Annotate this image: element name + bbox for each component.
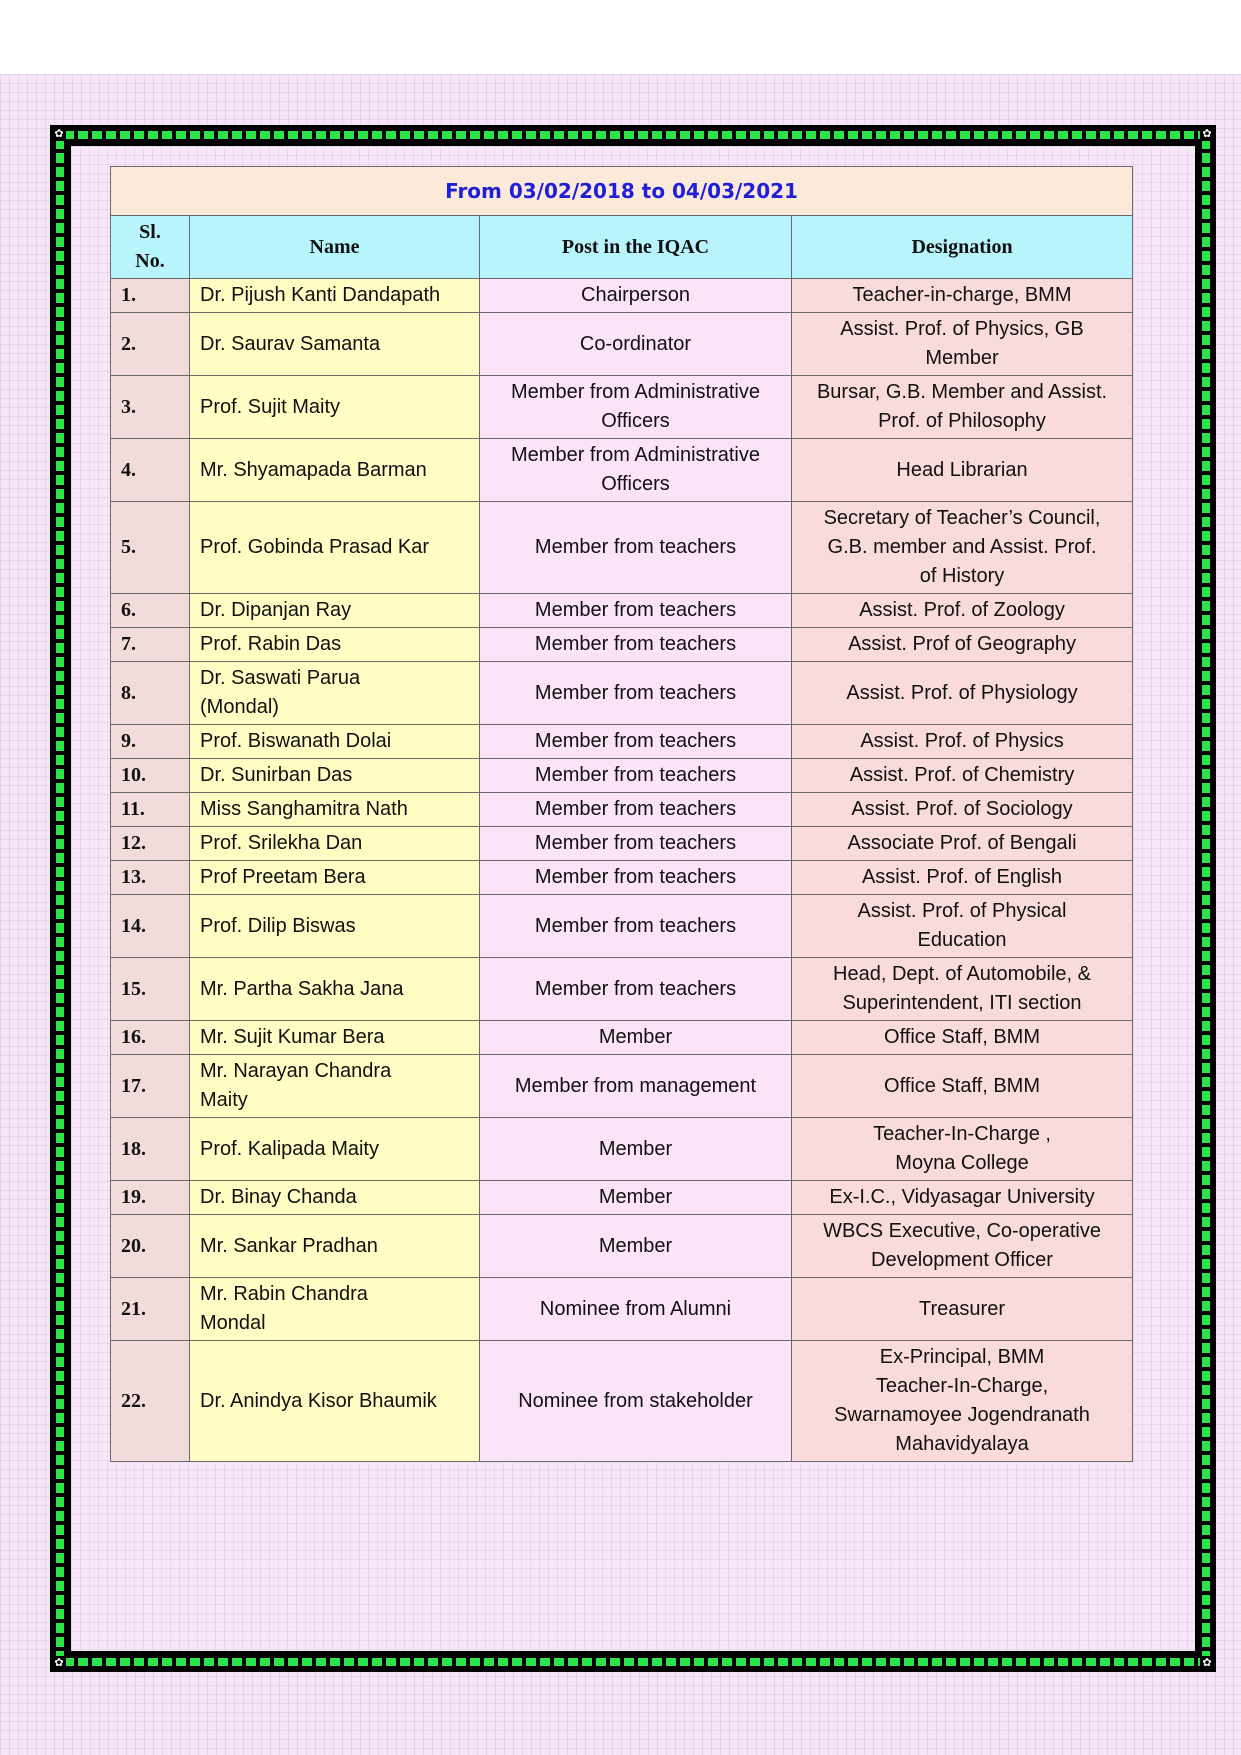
border-top bbox=[64, 131, 1202, 139]
corner-flower-icon: ✿ bbox=[1200, 127, 1214, 141]
cell-sl-no: 16. bbox=[111, 1021, 190, 1055]
column-header-post: Post in the IQAC bbox=[480, 216, 792, 279]
cell-designation: Head, Dept. of Automobile, & Superintendent, ITI section bbox=[792, 958, 1133, 1021]
cell-sl-no: 19. bbox=[111, 1181, 190, 1215]
table-row bbox=[111, 861, 1133, 895]
cell-name: Dr. Sunirban Das bbox=[190, 759, 480, 793]
cell-sl-no: 14. bbox=[111, 895, 190, 958]
cell-designation: Treasurer bbox=[792, 1278, 1133, 1341]
cell-post: Member from teachers bbox=[480, 958, 792, 1021]
cell-name: Dr. Pijush Kanti Dandapath bbox=[190, 279, 480, 313]
cell-post: Member from teachers bbox=[480, 502, 792, 594]
cell-sl-no: 4. bbox=[111, 439, 190, 502]
cell-designation: Assist. Prof. of Physics bbox=[792, 725, 1133, 759]
cell-name: Prof. Rabin Das bbox=[190, 628, 480, 662]
table-row bbox=[111, 313, 1133, 376]
cell-designation: Assist. Prof. of Physical Education bbox=[792, 895, 1133, 958]
cell-name: Prof. Biswanath Dolai bbox=[190, 725, 480, 759]
table-header-row bbox=[111, 216, 1133, 279]
cell-post: Member bbox=[480, 1215, 792, 1278]
table-heading: From 03/02/2018 to 04/03/2021 bbox=[111, 167, 1133, 216]
cell-sl-no: 6. bbox=[111, 594, 190, 628]
cell-designation: Ex-Principal, BMM Teacher-In-Charge, Swarnamoyee Jogendranath Mahavidyalaya bbox=[792, 1341, 1133, 1462]
cell-name: Prof. Sujit Maity bbox=[190, 376, 480, 439]
cell-designation: Assist. Prof. of Physiology bbox=[792, 662, 1133, 725]
cell-post: Nominee from stakeholder bbox=[480, 1341, 792, 1462]
table-row bbox=[111, 1278, 1133, 1341]
table-row bbox=[111, 1021, 1133, 1055]
cell-post: Co-ordinator bbox=[480, 313, 792, 376]
cell-designation: Assist. Prof. of Chemistry bbox=[792, 759, 1133, 793]
table-row bbox=[111, 594, 1133, 628]
cell-post: Member from Administrative Officers bbox=[480, 376, 792, 439]
cell-designation: Head Librarian bbox=[792, 439, 1133, 502]
cell-sl-no: 8. bbox=[111, 662, 190, 725]
cell-name: Dr. Anindya Kisor Bhaumik bbox=[190, 1341, 480, 1462]
cell-sl-no: 17. bbox=[111, 1055, 190, 1118]
cell-sl-no: 3. bbox=[111, 376, 190, 439]
table-row bbox=[111, 1341, 1133, 1462]
cell-name: Miss Sanghamitra Nath bbox=[190, 793, 480, 827]
cell-sl-no: 11. bbox=[111, 793, 190, 827]
cell-name: Mr. Partha Sakha Jana bbox=[190, 958, 480, 1021]
table-row bbox=[111, 827, 1133, 861]
cell-name: Dr. Binay Chanda bbox=[190, 1181, 480, 1215]
cell-sl-no: 2. bbox=[111, 313, 190, 376]
cell-designation: Ex-I.C., Vidyasagar University bbox=[792, 1181, 1133, 1215]
cell-name: Dr. Dipanjan Ray bbox=[190, 594, 480, 628]
cell-name: Prof. Gobinda Prasad Kar bbox=[190, 502, 480, 594]
column-header-designation: Designation bbox=[792, 216, 1133, 279]
cell-sl-no: 20. bbox=[111, 1215, 190, 1278]
table-row bbox=[111, 1215, 1133, 1278]
corner-flower-icon: ✿ bbox=[1200, 1656, 1214, 1670]
cell-designation: Assist. Prof. of Zoology bbox=[792, 594, 1133, 628]
corner-flower-icon: ✿ bbox=[52, 127, 66, 141]
cell-designation: Teacher-in-charge, BMM bbox=[792, 279, 1133, 313]
cell-sl-no: 9. bbox=[111, 725, 190, 759]
cell-name: Prof. Kalipada Maity bbox=[190, 1118, 480, 1181]
cell-post: Member bbox=[480, 1118, 792, 1181]
cell-designation: Assist. Prof of Geography bbox=[792, 628, 1133, 662]
border-left bbox=[56, 139, 64, 1658]
cell-sl-no: 15. bbox=[111, 958, 190, 1021]
table-row bbox=[111, 1118, 1133, 1181]
cell-name: Prof. Dilip Biswas bbox=[190, 895, 480, 958]
table-row bbox=[111, 279, 1133, 313]
cell-name: Mr. Sankar Pradhan bbox=[190, 1215, 480, 1278]
cell-sl-no: 21. bbox=[111, 1278, 190, 1341]
cell-sl-no: 7. bbox=[111, 628, 190, 662]
table-row bbox=[111, 376, 1133, 439]
table-row bbox=[111, 895, 1133, 958]
cell-sl-no: 18. bbox=[111, 1118, 190, 1181]
cell-post: Member from teachers bbox=[480, 895, 792, 958]
cell-post: Member from teachers bbox=[480, 628, 792, 662]
table-row bbox=[111, 725, 1133, 759]
cell-post: Member from teachers bbox=[480, 827, 792, 861]
cell-name: Dr. Saswati Parua (Mondal) bbox=[190, 662, 480, 725]
cell-name: Dr. Saurav Samanta bbox=[190, 313, 480, 376]
cell-name: Mr. Rabin Chandra Mondal bbox=[190, 1278, 480, 1341]
cell-post: Member from teachers bbox=[480, 725, 792, 759]
cell-post: Nominee from Alumni bbox=[480, 1278, 792, 1341]
iqac-members-table bbox=[110, 166, 1133, 1462]
column-header-name: Name bbox=[190, 216, 480, 279]
table-row bbox=[111, 1055, 1133, 1118]
cell-designation: Assist. Prof. of Physics, GB Member bbox=[792, 313, 1133, 376]
cell-post: Member bbox=[480, 1181, 792, 1215]
cell-designation: Office Staff, BMM bbox=[792, 1021, 1133, 1055]
cell-designation: Secretary of Teacher’s Council, G.B. member and Assist. Prof. of History bbox=[792, 502, 1133, 594]
cell-sl-no: 13. bbox=[111, 861, 190, 895]
cell-sl-no: 10. bbox=[111, 759, 190, 793]
table-row bbox=[111, 628, 1133, 662]
cell-designation: Assist. Prof. of English bbox=[792, 861, 1133, 895]
table-title-row bbox=[111, 167, 1133, 216]
cell-post: Member from teachers bbox=[480, 594, 792, 628]
cell-designation: Associate Prof. of Bengali bbox=[792, 827, 1133, 861]
cell-post: Chairperson bbox=[480, 279, 792, 313]
cell-post: Member from teachers bbox=[480, 662, 792, 725]
table-row bbox=[111, 502, 1133, 594]
table-row bbox=[111, 958, 1133, 1021]
border-bottom bbox=[64, 1658, 1202, 1666]
border-right bbox=[1202, 139, 1210, 1658]
cell-sl-no: 1. bbox=[111, 279, 190, 313]
table-row bbox=[111, 759, 1133, 793]
cell-post: Member from teachers bbox=[480, 793, 792, 827]
cell-name: Mr. Narayan Chandra Maity bbox=[190, 1055, 480, 1118]
cell-post: Member from Administrative Officers bbox=[480, 439, 792, 502]
cell-designation: Office Staff, BMM bbox=[792, 1055, 1133, 1118]
cell-post: Member from teachers bbox=[480, 861, 792, 895]
table-row bbox=[111, 439, 1133, 502]
cell-sl-no: 12. bbox=[111, 827, 190, 861]
cell-designation: WBCS Executive, Co-operative Development Officer bbox=[792, 1215, 1133, 1278]
column-header-sl: Sl. No. bbox=[111, 216, 190, 279]
cell-designation: Teacher-In-Charge , Moyna College bbox=[792, 1118, 1133, 1181]
cell-name: Prof. Srilekha Dan bbox=[190, 827, 480, 861]
cell-name: Mr. Shyamapada Barman bbox=[190, 439, 480, 502]
cell-designation: Assist. Prof. of Sociology bbox=[792, 793, 1133, 827]
table-row bbox=[111, 793, 1133, 827]
cell-name: Prof Preetam Bera bbox=[190, 861, 480, 895]
cell-post: Member from management bbox=[480, 1055, 792, 1118]
corner-flower-icon: ✿ bbox=[52, 1656, 66, 1670]
table-row bbox=[111, 662, 1133, 725]
cell-post: Member bbox=[480, 1021, 792, 1055]
table-row bbox=[111, 1181, 1133, 1215]
cell-sl-no: 5. bbox=[111, 502, 190, 594]
cell-sl-no: 22. bbox=[111, 1341, 190, 1462]
cell-designation: Bursar, G.B. Member and Assist. Prof. of Philosophy bbox=[792, 376, 1133, 439]
cell-name: Mr. Sujit Kumar Bera bbox=[190, 1021, 480, 1055]
cell-post: Member from teachers bbox=[480, 759, 792, 793]
